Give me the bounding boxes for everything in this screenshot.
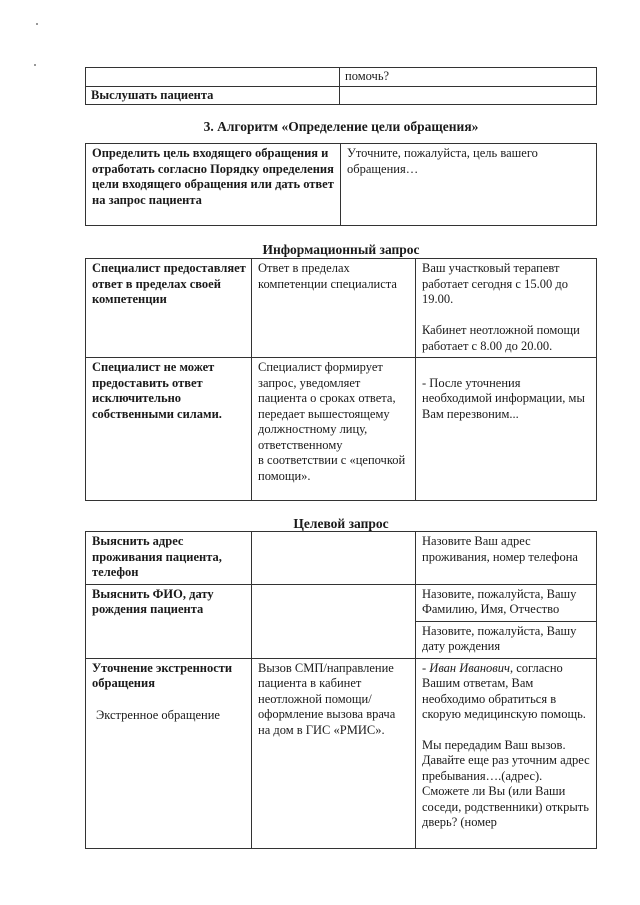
- cont-r1c2: помочь?: [340, 68, 597, 87]
- table-goal: [85, 143, 597, 226]
- cont-r1c1: [86, 68, 340, 87]
- emergency-script: [422, 661, 591, 723]
- urgency-label: Уточнение экстренности обращения: [92, 660, 233, 690]
- info-r2c1: Специалист не может предоставить ответ исключительно собственными силами.: [86, 358, 252, 501]
- scan-speck-1: [36, 23, 38, 25]
- target-r2c3a: Назовите, пожалуйста, Вашу Фамилию, Имя, Отчество: [416, 584, 597, 621]
- cont-r2c2: [340, 86, 597, 105]
- info-r1c3: Ваш участковый терапевт работает сегодня с 15.00 до 19.00. Кабинет неотложной помощи работает с 8.00 до 20.00.: [416, 259, 597, 358]
- target-r3c2: Вызов СМП/направление пациента в кабинет неотложной помощи/оформление вызова врача на дом в ГИС «РМИС».: [252, 658, 416, 848]
- goal-left-cell: Определить цель входящего обращения и отработать согласно Порядку определения цели входящего обращения или дать ответ на запрос пациента: [86, 144, 341, 226]
- emergency-script-p2: Мы передадим Ваш вызов. Давайте еще раз уточним адрес пребывания….(адрес). Сможете ли Вы (или Ваши соседи, родственники) открыть дверь? (номер: [422, 737, 590, 829]
- table-continuation: [85, 67, 597, 105]
- info-r1c2: Ответ в пределах компетенции специалиста: [252, 259, 416, 358]
- info-r2c3: - После уточнения необходимой информации, мы Вам перезвоним...: [416, 358, 597, 501]
- target-r2c3b: Назовите, пожалуйста, Вашу дату рождения: [416, 621, 597, 658]
- target-r3c1: [86, 658, 252, 848]
- target-request-heading: Целевой запрос: [293, 516, 389, 531]
- goal-right-cell: Уточните, пожалуйста, цель вашего обращения…: [341, 144, 597, 226]
- table-target-request: [85, 531, 597, 849]
- cont-r2c1: Выслушать пациента: [86, 86, 340, 105]
- scan-speck-2: [34, 64, 36, 66]
- section-3-heading: 3. Алгоритм «Определение цели обращения»: [203, 119, 479, 134]
- emergency-label: Экстренное обращение: [96, 707, 220, 722]
- table-info-request: [85, 258, 597, 501]
- target-r1c2: [252, 532, 416, 585]
- patient-name: - Иван Иванович: [422, 660, 510, 675]
- target-r2c1: Выяснить ФИО, дату рождения пациента: [86, 584, 252, 658]
- info-r1c1: Специалист предоставляет ответ в пределах своей компетенции: [86, 259, 252, 358]
- info-r2c2: Специалист формирует запрос, уведомляет пациента о сроках ответа, передает вышестоящему должностному лицу, ответственному в соответствии с «цепочкой помощи».: [252, 358, 416, 501]
- target-r2c2: [252, 584, 416, 658]
- emergency-script-text: , согласно Вашим ответам, Вам необходимо обратиться в скорую медицинскую помощь.: [422, 660, 586, 721]
- target-r3c3: [416, 658, 597, 848]
- target-r1c1: Выяснить адрес проживания пациента, телефон: [86, 532, 252, 585]
- target-r1c3: Назовите Ваш адрес проживания, номер телефона: [416, 532, 597, 585]
- info-request-heading: Информационный запрос: [262, 242, 420, 257]
